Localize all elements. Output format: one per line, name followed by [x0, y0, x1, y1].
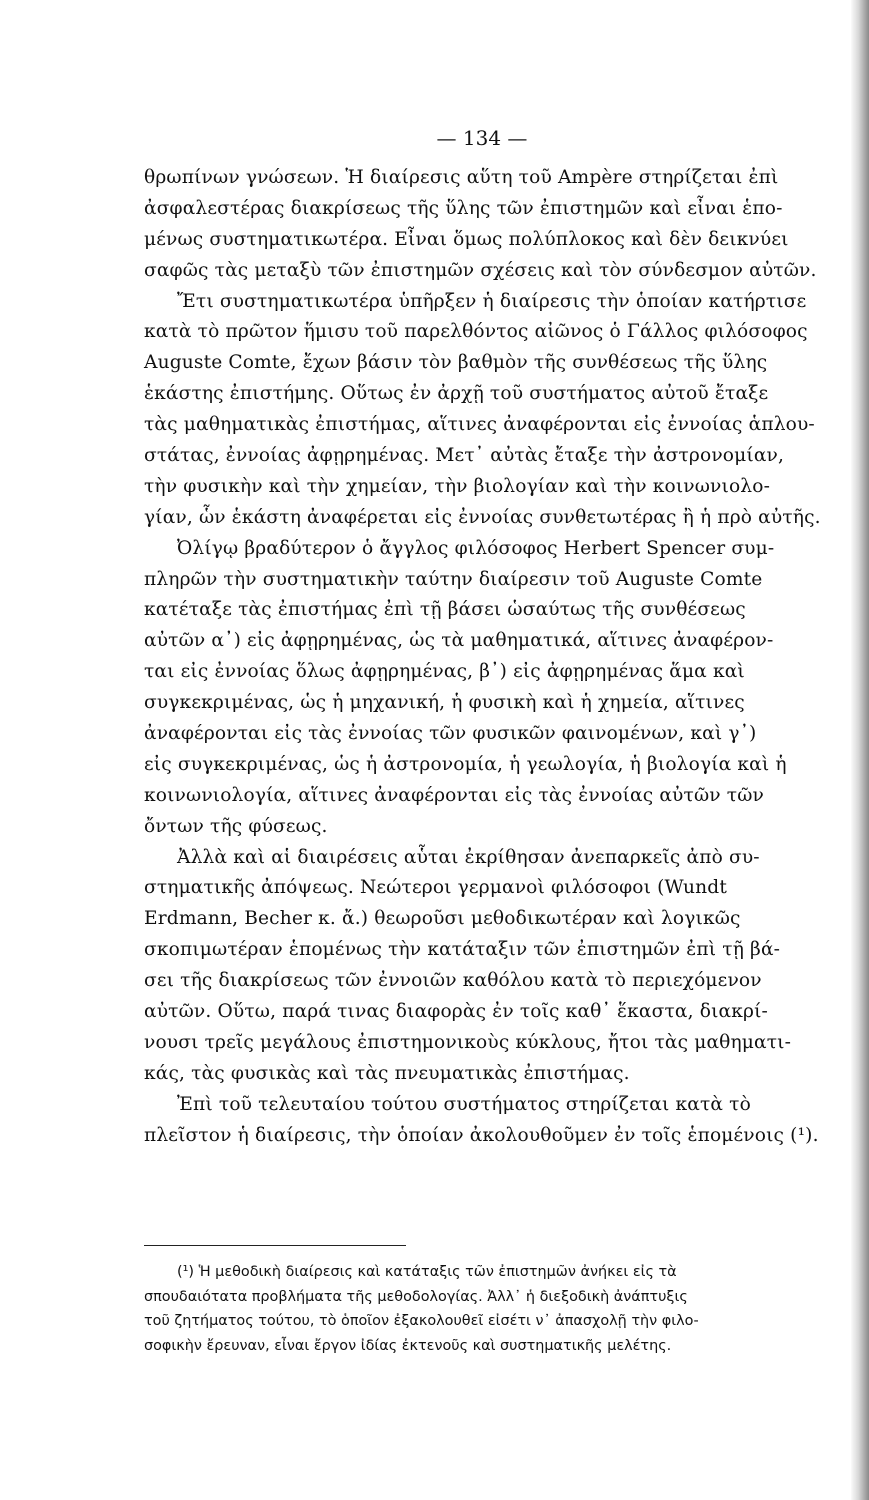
- footnote-divider: [144, 1245, 406, 1246]
- paragraph-first-line: Ἐπὶ τοῦ τελευταίου τούτου συστήματος στηρίζεται κατὰ τὸ: [177, 1093, 751, 1115]
- text-line: σει τῆς διακρίσεως τῶν ἐννοιῶν καθόλου κατὰ τὸ περιεχόμενον: [144, 970, 762, 992]
- text-line: τὰς μαθηματικὰς ἐπιστήμας, αἵτινες ἀναφέρονται εἰς ἐννοίας ἁπλου-: [144, 414, 815, 436]
- scan-page-edge: [851, 0, 869, 1500]
- text-line: ὄντων τῆς φύσεως.: [144, 815, 328, 837]
- text-line: γίαν, ὧν ἑκάστη ἀναφέρεται εἰς ἐννοίας συνθετωτέρας ἢ ἡ πρὸ αὐτῆς.: [144, 506, 821, 528]
- text-line: μένως συστηματικωτέρα. Εἶναι ὅμως πολύπλοκος καὶ δὲν δεικνύει: [144, 228, 789, 250]
- page-number: — 134 —: [436, 126, 528, 150]
- text-line: κοινωνιολογία, αἵτινες ἀναφέρονται εἰς τὰς ἐννοίας αὐτῶν τῶν: [144, 784, 764, 806]
- book-page: [144, 118, 834, 1354]
- text-line: ται εἰς ἐννοίας ὅλως ἀφῃρημένας, β᾿) εἰς ἀφῃρημένας ἅμα καὶ: [144, 661, 745, 683]
- text-line: ἑκάστης ἐπιστήμης. Οὕτως ἐν ἀρχῇ τοῦ συστήματος αὐτοῦ ἔταξε: [144, 383, 769, 405]
- text-line: θρωπίνων γνώσεων. Ἡ διαίρεσις αὕτη τοῦ Ampère στηρίζεται ἐπὶ: [144, 167, 779, 188]
- footnote-line: τοῦ ζητήματος τούτου, τὸ ὁποῖον ἐξακολουθεῖ εἰσέτι ν᾿ ἀπασχολῇ τὴν φιλο-: [144, 1313, 699, 1329]
- paragraph-first-line: Ἔτι συστηματικωτέρα ὑπῆρξεν ἡ διαίρεσις τὴν ὁποίαν κατήρτισε: [177, 290, 807, 312]
- text-line: νουσι τρεῖς μεγάλους ἐπιστημονικοὺς κύκλους, ἤτοι τὰς μαθηματι-: [144, 1031, 792, 1053]
- body-text: [144, 163, 834, 1152]
- paragraph-first-line: Ἀλλὰ καὶ αἱ διαιρέσεις αὗται ἐκρίθησαν ἀνεπαρκεῖς ἀπὸ συ-: [177, 846, 760, 868]
- text-line: αὐτῶν α᾿) εἰς ἀφῃρημένας, ὡς τὰ μαθηματικά, αἵτινες ἀναφέρον-: [144, 630, 774, 652]
- text-line: στάτας, ἐννοίας ἀφῃρημένας. Μετ᾿ αὐτὰς ἔταξε τὴν ἀστρονομίαν,: [144, 445, 785, 467]
- text-line: συγκεκριμένας, ὡς ἡ μηχανική, ἡ φυσικὴ καὶ ἡ χημεία, αἵτινες: [144, 692, 745, 714]
- paragraph-first-line: Ὀλίγῳ βραδύτερον ὁ ἄγγλος φιλόσοφος Herbert Spencer συμ-: [177, 537, 775, 559]
- text-line: ἀσφαλεστέρας διακρίσεως τῆς ὕλης τῶν ἐπιστημῶν καὶ εἶναι ἑπο-: [144, 197, 783, 219]
- text-line: αὐτῶν. Οὕτω, παρά τινας διαφορὰς ἐν τοῖς καθ᾿ ἕκαστα, διακρί-: [144, 1001, 768, 1023]
- text-line: Auguste Comte, ἔχων βάσιν τὸν βαθμὸν τῆς συνθέσεως τῆς ὕλης: [144, 352, 768, 374]
- text-line: κατέταξε τὰς ἐπιστήμας ἐπὶ τῇ βάσει ὡσαύτως τῆς συνθέσεως: [144, 599, 746, 621]
- footnote: [144, 1260, 834, 1358]
- text-line: τὴν φυσικὴν καὶ τὴν χημείαν, τὴν βιολογίαν καὶ τὴν κοινωνιολο-: [144, 475, 770, 497]
- footnote-line: σοφικὴν ἔρευναν, εἶναι ἔργον ἰδίας ἐκτενοῦς καὶ συστηματικῆς μελέτης.: [144, 1337, 672, 1354]
- text-line: σκοπιμωτέραν ἑπομένως τὴν κατάταξιν τῶν ἐπιστημῶν ἐπὶ τῇ βά-: [144, 939, 781, 961]
- text-line: Erdmann, Becher κ. ἄ.) θεωροῦσι μεθοδικωτέραν καὶ λογικῶς: [144, 908, 741, 930]
- text-line: ἀναφέρονται εἰς τὰς ἐννοίας τῶν φυσικῶν φαινομένων, καὶ γ᾿): [144, 723, 757, 745]
- footnote-line: σπουδαιότατα προβλήματα τῆς μεθοδολογίας. Ἀλλ᾿ ἡ διεξοδικὴ ἀνάπτυξις: [144, 1288, 688, 1305]
- text-line: εἰς συγκεκριμένας, ὡς ἡ ἀστρονομία, ἡ γεωλογία, ἡ βιολογία καὶ ἡ: [144, 753, 787, 775]
- text-line: πλεῖστον ἡ διαίρεσις, τὴν ὁποίαν ἀκολουθοῦμεν ἐν τοῖς ἑπομένοις (¹).: [144, 1124, 819, 1146]
- text-line: κατὰ τὸ πρῶτον ἥμισυ τοῦ παρελθόντος αἰῶνος ὁ Γάλλος φιλόσοφος: [144, 321, 808, 343]
- text-line: πληρῶν τὴν συστηματικὴν ταύτην διαίρεσιν τοῦ Auguste Comte: [144, 568, 763, 590]
- text-line: σαφῶς τὰς μεταξὺ τῶν ἐπιστημῶν σχέσεις καὶ τὸν σύνδεσμον αὐτῶν.: [144, 259, 817, 281]
- footnote-line: (¹) Ἡ μεθοδικὴ διαίρεσις καὶ κατάταξις τῶν ἐπιστημῶν ἀνήκει εἰς τὰ: [177, 1264, 677, 1280]
- text-line: κάς, τὰς φυσικὰς καὶ τὰς πνευματικὰς ἐπιστήμας.: [144, 1062, 630, 1084]
- text-line: στηματικῆς ἀπόψεως. Νεώτεροι γερμανοὶ φιλόσοφοι (Wundt: [144, 877, 727, 899]
